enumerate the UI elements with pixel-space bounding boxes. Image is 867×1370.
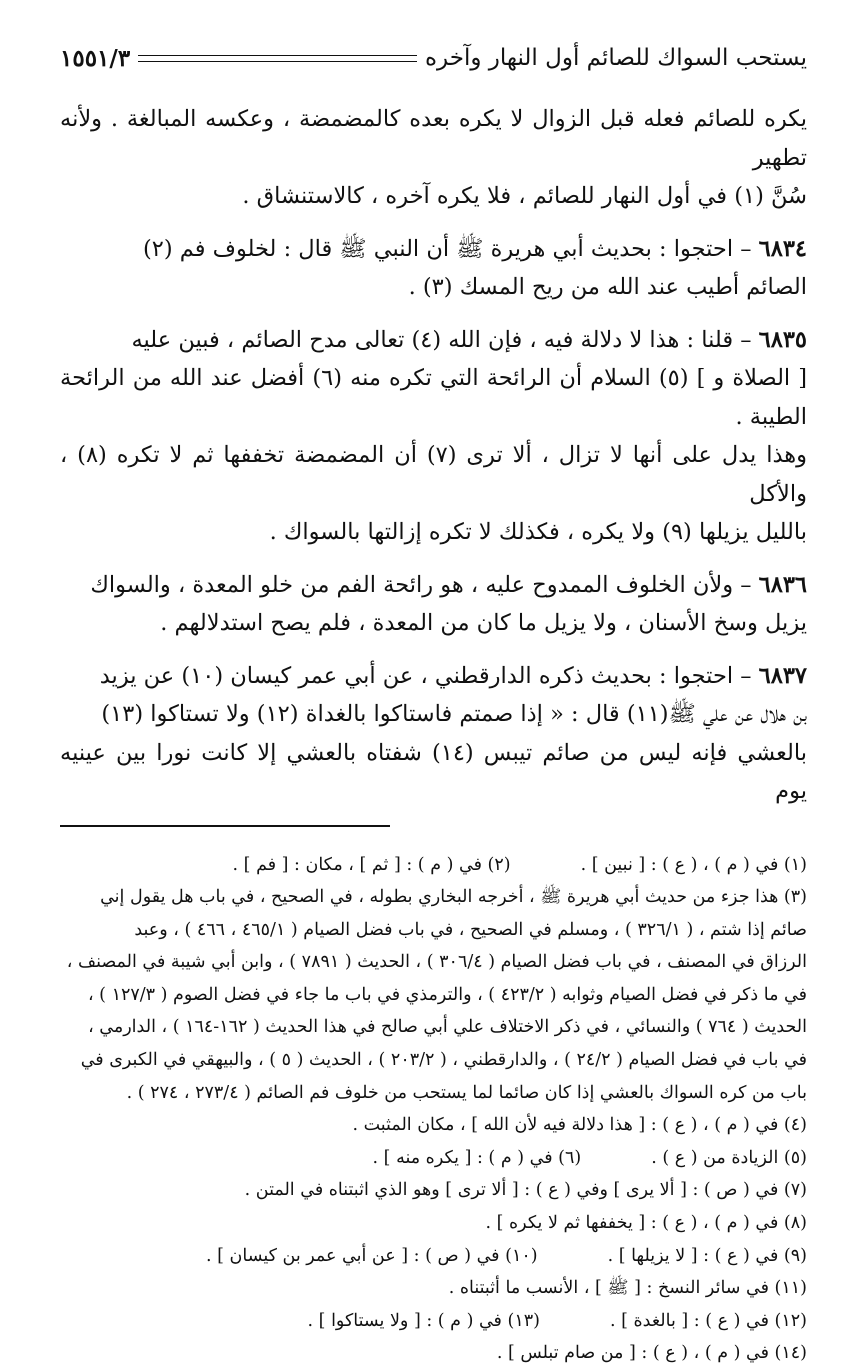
footnote-5: (٥) الزيادة من ( ع ) . [651,1148,807,1168]
page-header [60,38,807,78]
footnote-line: في باب في فضل الصيام ( ٢٤/٢ ) ، والدارقطني ، ( ٢٠٣/٢ ) ، الحديث ( ٥ ) ، والبيهقي في الكبرى في [60,1044,807,1077]
footnote-line [60,1142,807,1175]
header-rule [138,55,417,62]
footnote-line: الحديث ( ٧٦٤ ) والنسائي ، في ذكر الاختلاف علي أبي صالح في هذا الحديث ( ١٦٢-١٦٤ ) ، الدارمي ، [60,1011,807,1044]
footnote-6: (٦) في ( م ) : [ يكره منه ] . [373,1148,582,1168]
footnote-line [60,849,807,882]
footnote-separator [60,825,390,827]
main-text [60,100,807,811]
footnote-line: باب من كره السواك بالعشي إذا كان صائما لما يستحب من خلوف فم الصائم ( ٢٧٣/٤ ، ٢٧٤ ) . [60,1077,807,1110]
paragraph-number: ٦٨٣٤ [759,236,807,262]
footnote-14: (١٤) في ( م ) ، ( ع ) : [ من صام تبلس ] . [60,1337,807,1370]
footnote-2: (٢) في ( م ) : [ ثم ] ، مكان : [ فم ] . [233,855,511,875]
page-number: ١٥٥١/٣ [60,45,130,72]
paragraph-6836 [60,566,807,643]
footnote-8: (٨) في ( م ) ، ( ع ) : [ يخففها ثم لا يكره ] . [60,1207,807,1240]
text-line: الصائم أطيب عند الله من ريح المسك (٣) . [60,268,807,307]
text-line: يزيل وسخ الأسنان ، ولا يزيل ما كان من المعدة ، فلم يصح استدلالهم . [60,604,807,643]
footnote-7: (٧) في ( ص ) : [ ألا يرى ] وفي ( ع ) : [ ألا ترى ] وهو الذي اثبتناه في المتن . [60,1174,807,1207]
text-line: بالعشي فإنه ليس من صائم تيبس (١٤) شفتاه بالعشي إلا كانت نورا بين عينيه يوم [60,734,807,811]
running-title: يستحب السواك للصائم أول النهار وآخره [425,45,807,71]
footnote-3 [60,881,807,1109]
footnote-10: (١٠) في ( ص ) : [ عن أبي عمر بن كيسان ] . [206,1246,538,1266]
footnote-1: (١) في ( م ) ، ( ع ) : [ نبين ] . [581,855,807,875]
footnote-13: (١٣) في ( م ) : [ ولا يستاكوا ] . [308,1311,540,1331]
text-span: – ولأن الخلوف الممدوح عليه ، هو رائحة الفم من خلو المعدة ، والسواك [90,572,751,598]
text-line [60,230,807,269]
text-line: يكره للصائم فعله قبل الزوال لا يكره بعده كالمضمضة ، وعكسه المبالغة . ولأنه تطهير [60,100,807,177]
footnote-line: الرزاق في المصنف ، في باب فضل الصيام ( ٣٠٦/٤ ) ، الحديث ( ٧٨٩١ ) ، وابن أبي شيبة في المصنف ، [60,946,807,979]
footnotes [60,849,807,1370]
footnote-line: (٣) هذا جزء من حديث أبي هريرة ﷺ ، أخرجه البخاري بطوله ، في الصحيح ، في باب هل يقول إني [60,881,807,914]
text-line: [ الصلاة و ] (٥) السلام أن الرائحة التي تكره منه (٦) أفضل عند الله من الرائحة الطيبة . [60,359,807,436]
footnote-line [60,1240,807,1273]
text-line: سُنَّ (١) في أول النهار للصائم ، فلا يكره آخره ، كالاستنشاق . [60,177,807,216]
text-span: – قلنا : هذا لا دلالة فيه ، فإن الله (٤) تعالى مدح الصائم ، فبين عليه [131,327,751,353]
text-line: وهذا يدل على أنها لا تزال ، ألا ترى (٧) أن المضمضة تخففها ثم لا تكره (٨) ، والأكل [60,436,807,513]
paragraph-6835 [60,321,807,552]
text-line [60,321,807,360]
paragraph-number: ٦٨٣٧ [759,663,807,689]
text-line [60,657,807,696]
text-span: – احتجوا : بحديث ذكره الدارقطني ، عن أبي عمر كيسان (١٠) عن يزيد [100,663,752,689]
paragraph-6834 [60,230,807,307]
paragraph-number: ٦٨٣٥ [759,327,807,353]
paragraph-number: ٦٨٣٦ [759,572,807,598]
footnote-line [60,1305,807,1338]
paragraph-intro [60,100,807,216]
text-line: بن هلال عن علي ﷺ(١١) قال : « إذا صمتم فاستاكوا بالغداة (١٢) ولا تستاكوا (١٣) [60,695,807,734]
footnote-4: (٤) في ( م ) ، ( ع ) : [ هذا دلالة فيه لأن الله ] ، مكان المثبت . [60,1109,807,1142]
footnote-11: (١١) في سائر النسخ : [ ﷺ ] ، الأنسب ما أثبتناه . [60,1272,807,1305]
text-line: بالليل يزيلها (٩) ولا يكره ، فكذلك لا تكره إزالتها بالسواك . [60,513,807,552]
text-line [60,566,807,605]
paragraph-6837 [60,657,807,811]
footnote-line: في ما ذكر في فضل الصيام وثوابه ( ٤٢٣/٢ ) ، والترمذي في باب ما جاء في فضل الصوم ( ١٢٧/٣ ) ، [60,979,807,1012]
footnote-9: (٩) في ( ع ) : [ لا يزيلها ] . [608,1246,807,1266]
text-span: – احتجوا : بحديث أبي هريرة ﷺ أن النبي ﷺ قال : لخلوف فم (٢) [143,236,752,262]
footnote-line: صائم إذا شتم ، ( ٣٢٦/١ ) ، ومسلم في الصحيح ، في باب فضل الصيام ( ٤٦٥/١ ، ٤٦٦ ) ، وعبد [60,914,807,947]
footnote-12: (١٢) في ( ع ) : [ بالغدة ] . [610,1311,807,1331]
